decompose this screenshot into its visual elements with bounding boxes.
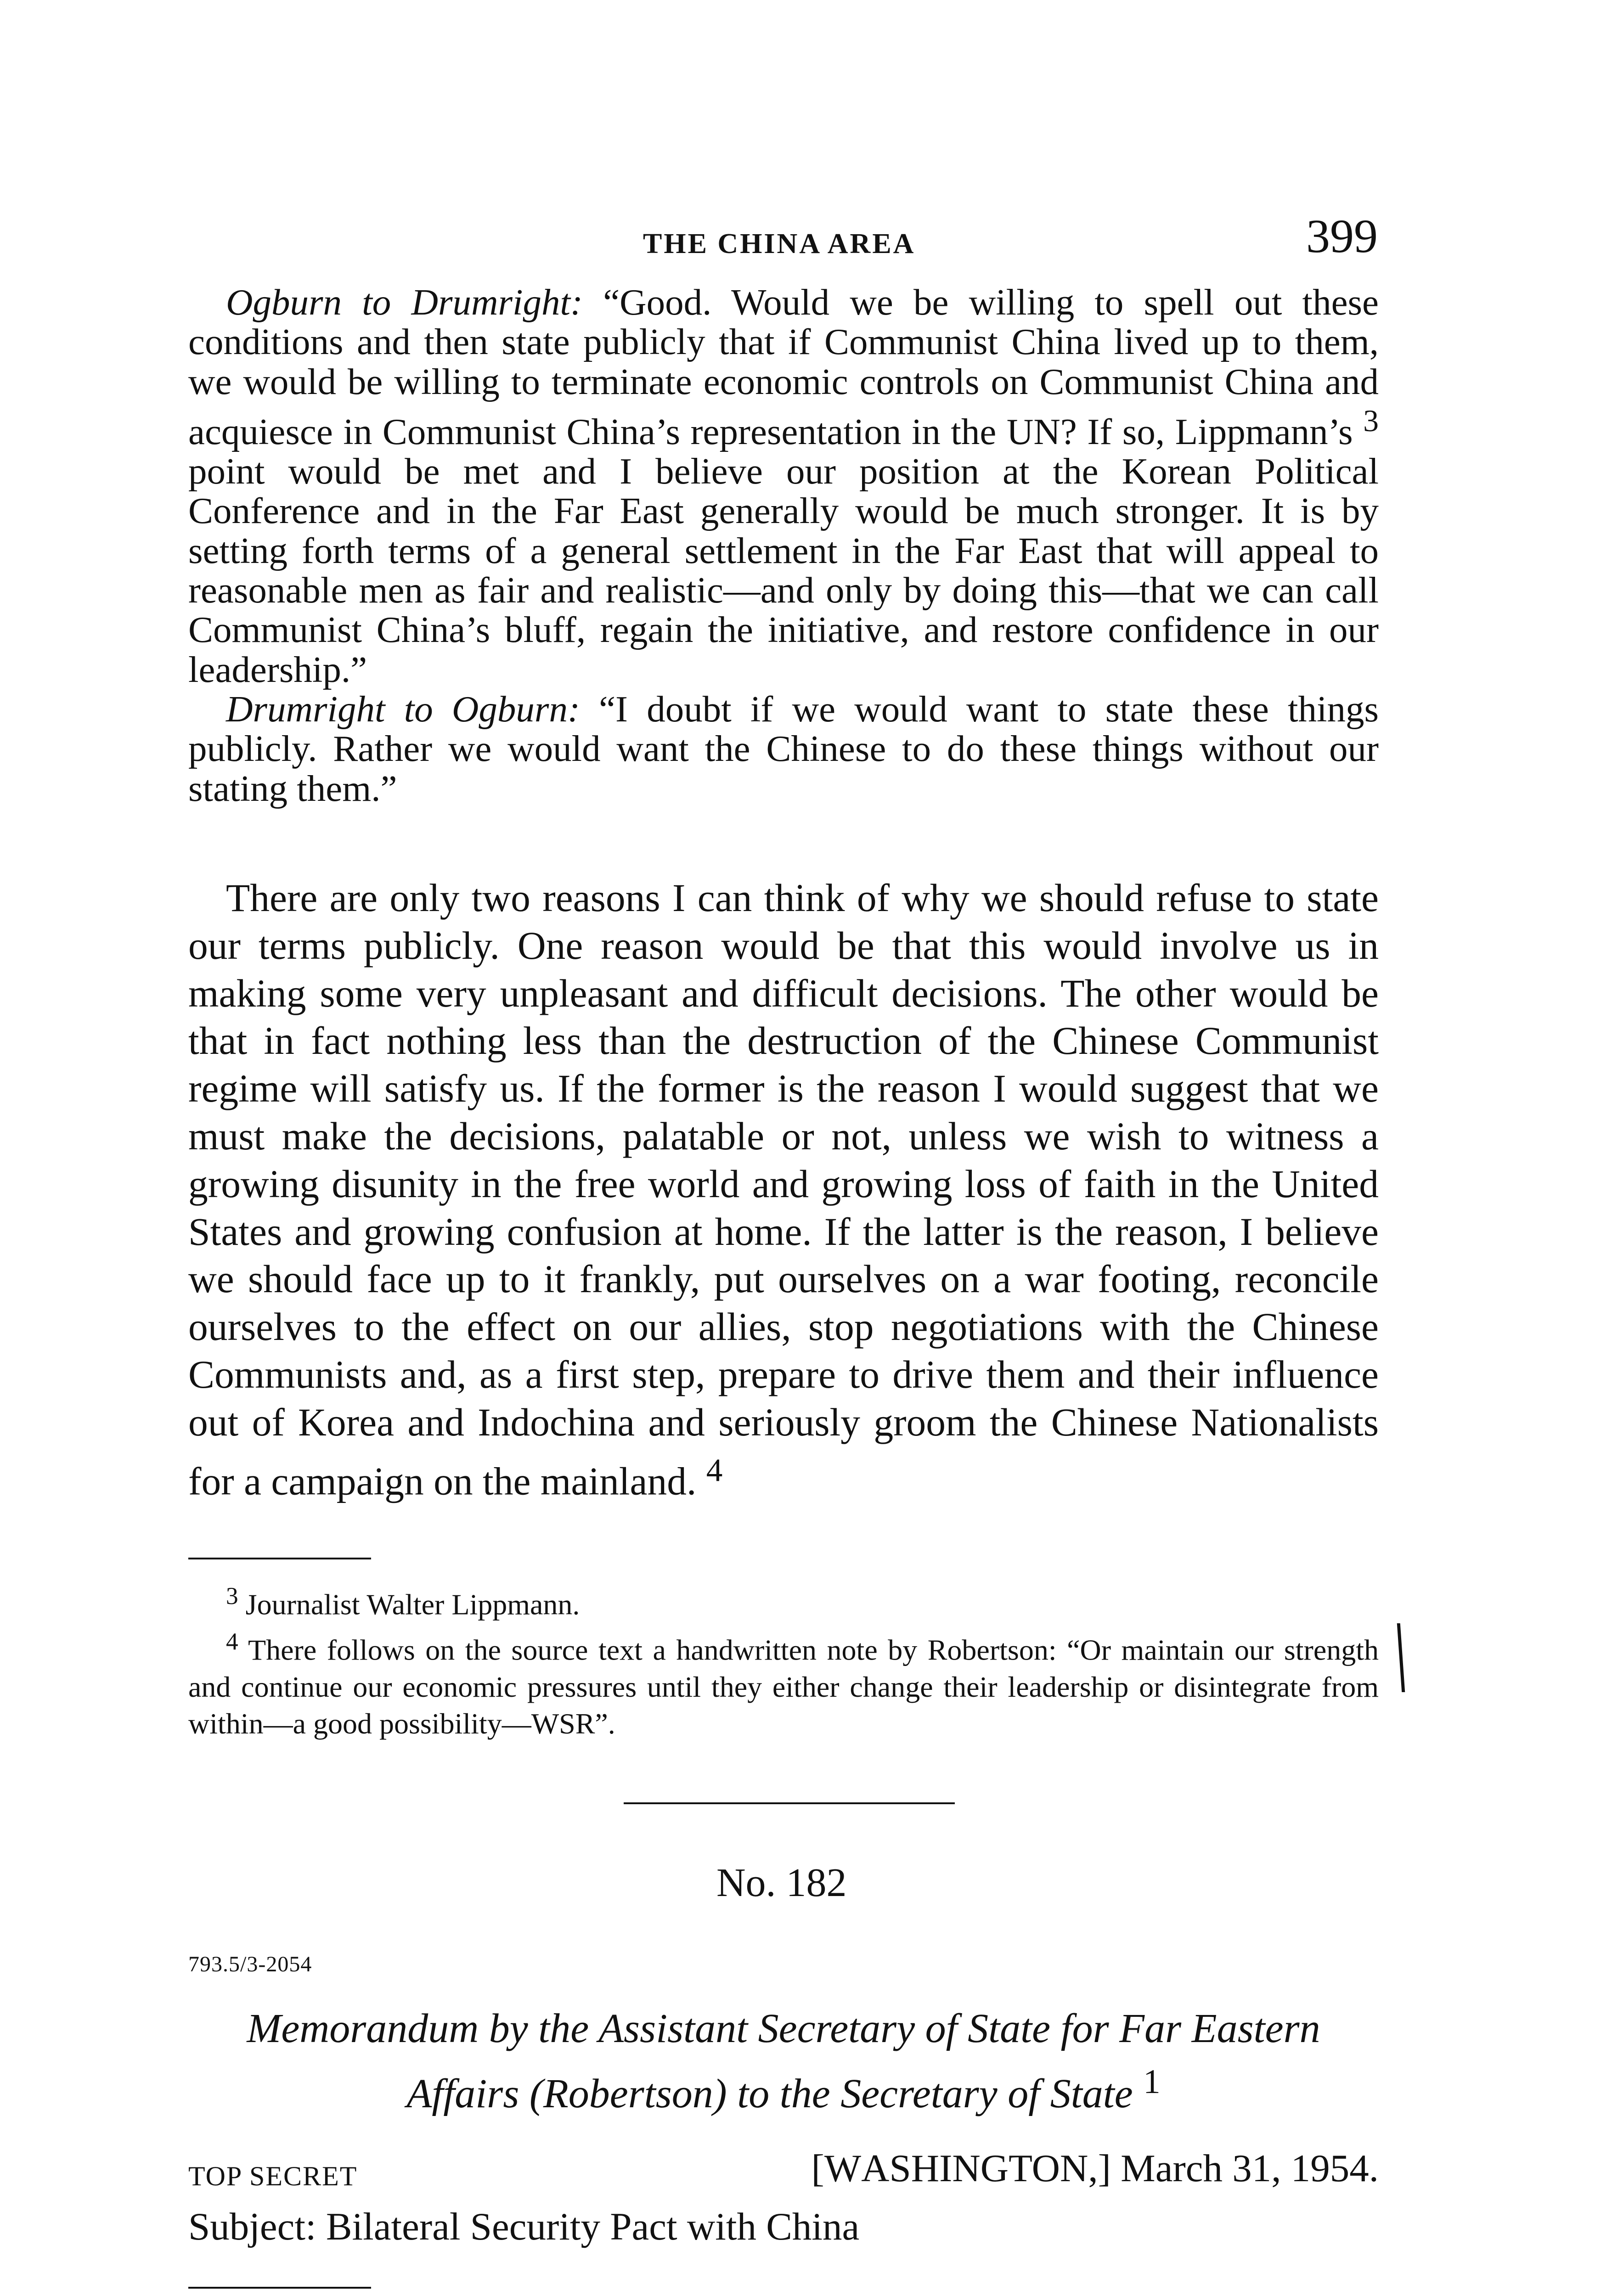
footnote-3: [188, 1577, 1379, 1623]
footnotes: [188, 1577, 1379, 1742]
footnote-4: [188, 1623, 1379, 1742]
running-head: THE CHINA AREA: [643, 228, 916, 259]
footnote-text: There follows on the source text a handwritten note by Robertson: “Or maintain our strength and continue our economic pressures until they either change their leadership or disintegrate from within—a good possibility—WSR”.: [188, 1633, 1379, 1740]
footnote-ref: 1: [1143, 2063, 1161, 2101]
footnote-ref: 3: [1363, 403, 1379, 438]
quoted-exchange: [188, 282, 1379, 808]
dateline-city: ASHINGTON: [861, 2147, 1088, 2190]
quote-text: “I doubt if we would want to state these things publicly. Rather we would want the Chinese to do these things without our stating them.”: [188, 688, 1379, 809]
file-number: 793.5/3-2054: [188, 1952, 312, 1976]
subject-line: Subject: Bilateral Security Pact with China: [188, 2205, 860, 2248]
paragraph-text: [188, 875, 1379, 1506]
footnote-marker: 3: [226, 1582, 238, 1609]
title-line: [188, 2055, 1379, 2121]
footnote-marker: 4: [226, 1627, 238, 1655]
document-title: [188, 2002, 1379, 2121]
footnote-ref: 4: [706, 1452, 723, 1488]
quote-drumright: [188, 689, 1379, 808]
footnote-text: Journalist Walter Lippmann.: [238, 1588, 580, 1621]
quote-text: point would be met and I believe our position at the Korean Political Conference and in the Far East generally would be much stronger. It is by setting forth terms of a general settlement in the Far East that will appeal to reasonable men as fair and realistic—and only by doing this—that we can call Communist China’s bluff, regain the initiative, and restore confidence in our leadership.”: [188, 450, 1379, 690]
speaker-label: Drumright to Ogburn:: [226, 688, 580, 730]
margin-mark: [1397, 1623, 1405, 1692]
speaker-label: Ogburn to Drumright:: [226, 281, 583, 323]
paragraph-body: There are only two reasons I can think of why we should refuse to state our terms publicly. One reason would be that this would involve us in making some very unpleasant and difficult decisions. The other would be that in fact nothing less than the destruction of the Chinese Communist regime will satisfy us. If the former is the reason I would suggest that we must make the decisions, palatable or not, unless we wish to witness a growing disunity in the free world and growing loss of faith in the United States and growing confusion at home. If the latter is the reason, I believe we should face up to it frankly, put ourselves on a war footing, reconcile ourselves to the effect on our allies, stop negotiations with the Chinese Communists and, as a first step, prepare to drive them and their influence out of Korea and Indochina and seriously groom the Chinese Nationalists for a campaign on the mainland.: [188, 877, 1379, 1503]
title-line: Memorandum by the Assistant Secretary of State for Far Eastern: [247, 2006, 1320, 2051]
section-divider: [624, 1802, 955, 1804]
body-paragraph: [188, 875, 1379, 1506]
page-number: 399: [1306, 210, 1378, 263]
document-number: No. 182: [716, 1861, 847, 1905]
dateline-open: [W: [811, 2147, 862, 2190]
footnote-rule: [188, 2287, 371, 2289]
quote-text: “Good. Would we be willing to spell out these conditions and then state publicly that if Communist China lived up to them, we would be willing to terminate economic controls on Communist China and acquiesce in Communist China’s representation in the UN? If so, Lippmann’s: [188, 281, 1379, 452]
footnote-rule: [188, 1558, 371, 1559]
dateline: [812, 2146, 1379, 2191]
title-text: Affairs (Robertson) to the Secretary of State: [406, 2071, 1144, 2116]
classification: TOP SECRET: [188, 2161, 358, 2191]
dateline-date: ,] March 31, 1954.: [1088, 2147, 1379, 2190]
quote-ogburn: [188, 282, 1379, 689]
